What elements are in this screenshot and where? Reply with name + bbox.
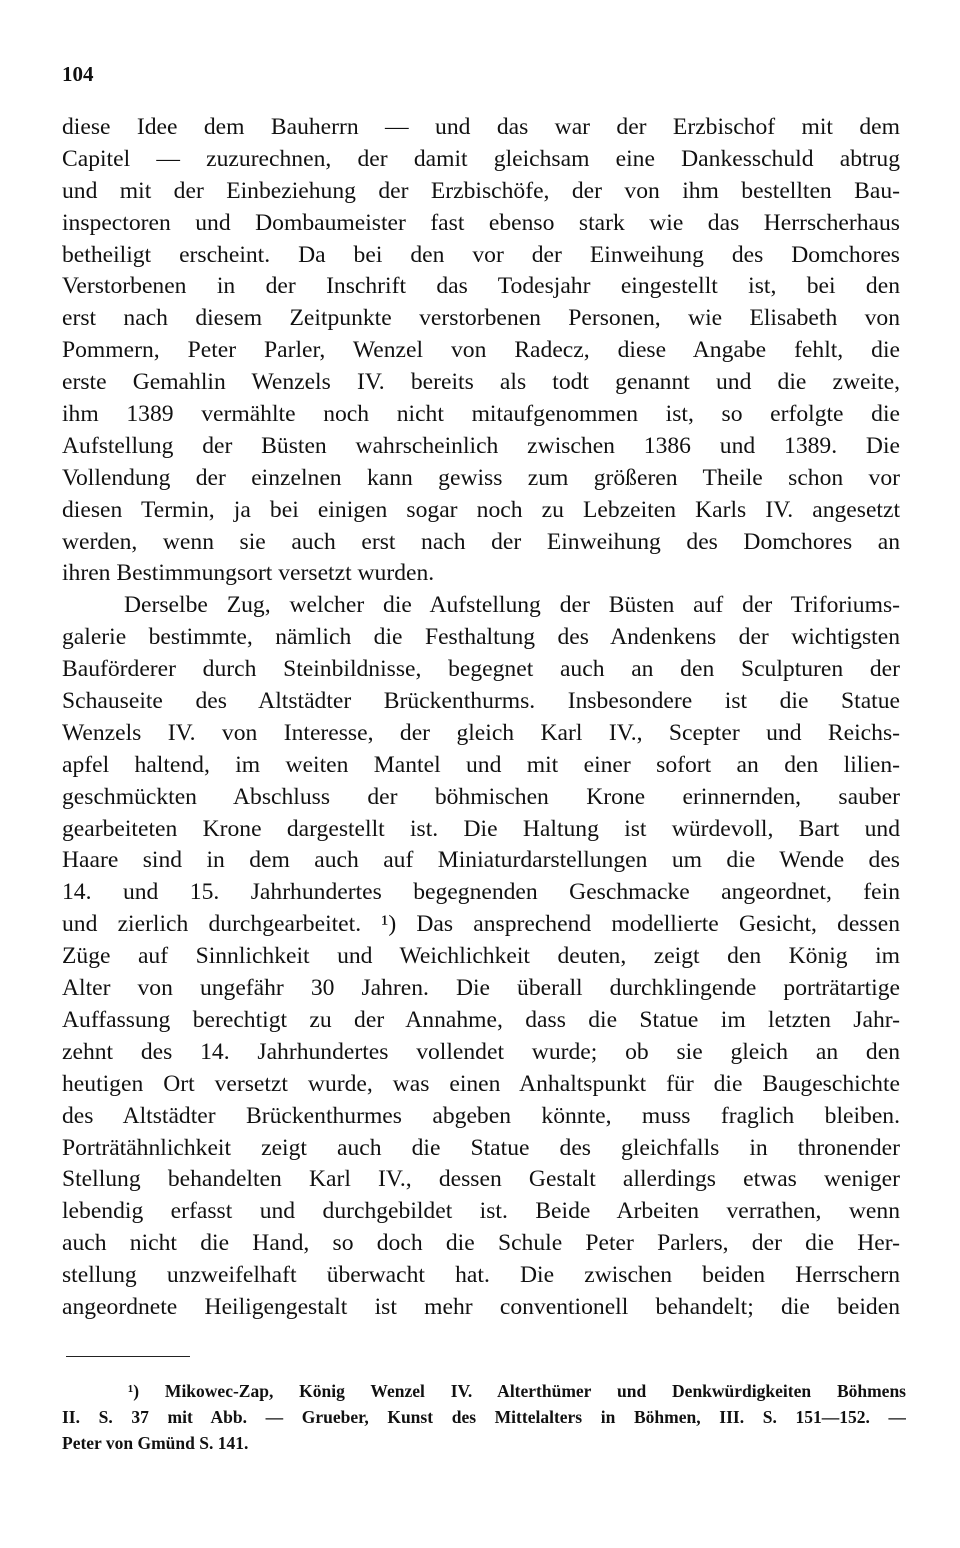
- text-line: Pommern, Peter Parler, Wenzel von Radecz, diese Angabe fehlt, die: [62, 337, 900, 364]
- body-text: [62, 112, 900, 1324]
- page-number: 104: [62, 62, 94, 86]
- text-line: Haare sind in dem auch auf Miniaturdarstellungen um die Wende des: [62, 847, 900, 874]
- text-line: Schauseite des Altstädter Brückenthurms. Insbesondere ist die Statue: [62, 688, 900, 715]
- text-line: diese Idee dem Bauherrn — und das war der Erzbischof mit dem: [62, 114, 900, 140]
- text-line: auch nicht die Hand, so doch die Schule Peter Parlers, der die Her-: [62, 1230, 900, 1257]
- text-line: Porträtähnlichkeit zeigt auch die Statue des gleichfalls in thronender: [62, 1134, 900, 1161]
- text-line: galerie bestimmte, nämlich die Festhaltung des Andenkens der wichtigsten: [62, 624, 900, 651]
- text-line: stellung unzweifelhaft überwacht hat. Die zwischen beiden Herrschern: [62, 1262, 900, 1289]
- text-line: werden, wenn sie auch erst nach der Einweihung des Domchores an: [62, 528, 900, 555]
- text-line: inspectoren und Dombaumeister fast ebenso stark wie das Herrscherhaus: [62, 209, 900, 236]
- text-line: zehnt des 14. Jahrhundertes vollendet wurde; ob sie gleich an den: [62, 1038, 900, 1065]
- text-line: Auffassung berechtigt zu der Annahme, dass die Statue im letzten Jahr-: [62, 1006, 900, 1033]
- text-line: Capitel — zuzurechnen, der damit gleichsam eine Dankesschuld abtrug: [62, 145, 900, 172]
- footnote-line: II. S. 37 mit Abb. — Grueber, Kunst des Mittelalters in Böhmen, III. S. 151—152. —: [62, 1407, 906, 1427]
- text-line: ihm 1389 vermählte noch nicht mitaufgenommen ist, so erfolgte die: [62, 401, 900, 428]
- text-line: Stellung behandelten Karl IV., dessen Gestalt allerdings etwas weniger: [62, 1166, 900, 1193]
- text-line: gearbeiteten Krone dargestellt ist. Die Haltung ist würdevoll, Bart und: [62, 815, 900, 842]
- text-line: des Altstädter Brückenthurmes abgeben könnte, muss fraglich bleiben.: [62, 1102, 900, 1129]
- text-line: apfel haltend, im weiten Mantel und mit einer sofort an den lilien-: [62, 751, 900, 778]
- text-line: betheiligt erscheint. Da bei den vor der Einweihung des Domchores: [62, 241, 900, 268]
- text-line: 14. und 15. Jahrhundertes begegnenden Geschmacke angeordnet, fein: [62, 879, 900, 906]
- text-line: Wenzels IV. von Interesse, der gleich Karl IV., Scepter und Reichs-: [62, 719, 900, 746]
- text-line: und mit der Einbeziehung der Erzbischöfe, der von ihm bestellten Bau-: [62, 177, 900, 204]
- text-line: angeordnete Heiligengestalt ist mehr conventionell behandelt; die beiden: [62, 1293, 900, 1320]
- text-line: Aufstellung der Büsten wahrscheinlich zwischen 1386 und 1389. Die: [62, 432, 900, 459]
- text-line: erst nach diesem Zeitpunkte verstorbenen Personen, wie Elisabeth von: [62, 305, 900, 332]
- text-line: geschmückten Abschluss der böhmischen Krone erinnernden, sauber: [62, 783, 900, 810]
- footnotes: [62, 1378, 906, 1456]
- text-line: lebendig erfasst und durchgebildet ist. Beide Arbeiten verrathen, wenn: [62, 1198, 900, 1225]
- text-line-with-footnote-ref: und zierlich durchgearbeitet. ¹) Das ansprechend modellierte Gesicht, dessen: [62, 911, 900, 938]
- text-line: Züge auf Sinnlichkeit und Weichlichkeit deuten, zeigt den König im: [62, 943, 900, 970]
- text-line: heutigen Ort versetzt wurde, was einen Anhaltspunkt für die Baugeschichte: [62, 1070, 900, 1097]
- text-line: Vollendung der einzelnen kann gewiss zum größeren Theile schon vor: [62, 464, 900, 491]
- paragraph-end-line: ihren Bestimmungsort versetzt wurden.: [62, 560, 435, 587]
- text-line: erste Gemahlin Wenzels IV. bereits als todt genannt und die zweite,: [62, 369, 900, 396]
- text-line: Alter von ungefähr 30 Jahren. Die überall durchklingende porträtartige: [62, 975, 900, 1002]
- footnote-line: ¹) Mikowec-Zap, König Wenzel IV. Alterthümer und Denkwürdigkeiten Böhmens: [128, 1381, 906, 1401]
- text-line: diesen Termin, ja bei einigen sogar noch zu Lebzeiten Karls IV. angesetzt: [62, 496, 900, 523]
- footnote-divider: [66, 1356, 190, 1357]
- footnote-line: Peter von Gmünd S. 141.: [62, 1433, 249, 1453]
- text-line: Verstorbenen in der Inschrift das Todesjahr eingestellt ist, bei den: [62, 273, 900, 300]
- paragraph-start-line: Derselbe Zug, welcher die Aufstellung der Büsten auf der Triforiums-: [124, 592, 900, 619]
- text-line: Bauförderer durch Steinbildnisse, begegnet auch an den Sculpturen der: [62, 656, 900, 683]
